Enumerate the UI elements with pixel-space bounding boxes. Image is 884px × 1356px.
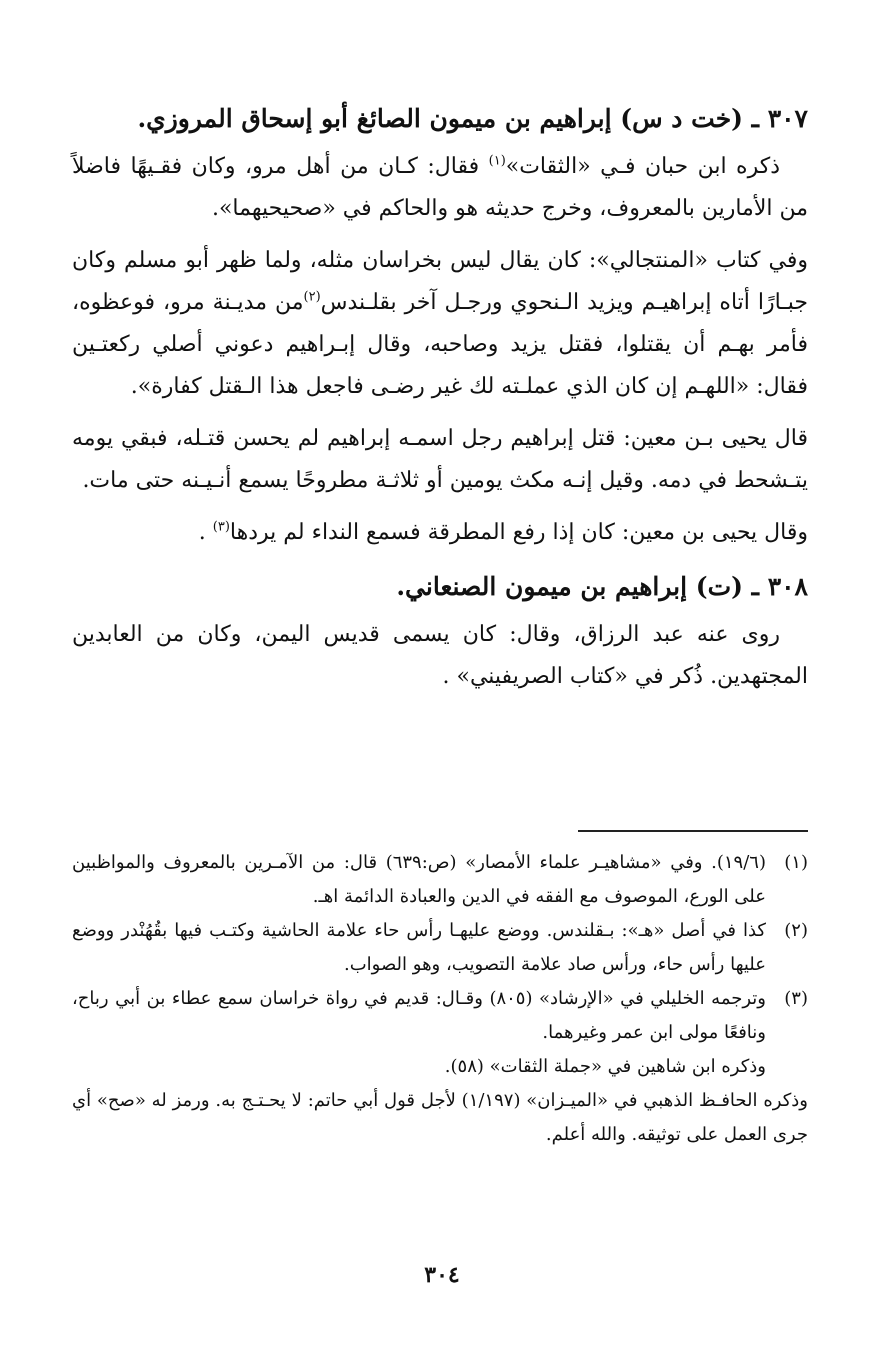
page-number: ٣٠٤ — [424, 1262, 460, 1288]
footnote-text: (١٩/٦). وفي «مشاهيـر علماء الأمصار» (ص:٦٣٩) قال: من الآمـرين بالمعروف والمواظبين على الورع، الموصوف مع الفقه في الدين والعبادة الدائمة اهـ. — [72, 852, 766, 907]
entry-307-paragraph-2 — [72, 240, 808, 408]
footnote-3-continuation-2: وذكره الحافـظ الذهبي في «الميـزان» (١/١٩٧) لأجل قول أبي حاتم: لا يحـتـج به. ورمز له «صح» أي جرى العمل على توثيقه. والله أعلم. — [72, 1090, 808, 1145]
footnotes — [72, 846, 808, 1152]
entry-307-paragraph-4 — [72, 512, 808, 554]
entry-307-p4-text-b: . — [198, 520, 213, 545]
entry-title-307: ٣٠٧ ـ (خت د س) إبراهيم بن ميمون الصائغ أبو إسحاق المروزي. — [137, 104, 808, 133]
footnote-3-continuation-1: وذكره ابن شاهين في «جملة الثقات» (٥٨). — [444, 1056, 766, 1077]
entry-307-p1-text-a: ذكره ابن حبان فـي «الثقات» — [505, 154, 780, 179]
entry-308-paragraph-1: روى عنه عبد الرزاق، وقال: كان يسمى قديس اليمن، وكان من العابدين المجتهدين. ذُكر في «كتاب الصريفيني» . — [72, 622, 808, 689]
entry-307-paragraph-1 — [72, 146, 808, 230]
footnote-text: وترجمه الخليلي في «الإرشاد» (٨٠٥) وقـال: قديم في رواة خراسان سمع عطاء بن أبي رباح، ونافعًا مولى ابن عمر وغيرهما. — [72, 988, 766, 1043]
entry-title-308: ٣٠٨ ـ (ت) إبراهيم بن ميمون الصنعاني. — [396, 572, 808, 601]
entry-307-p4-text-a: وقال يحيى بن معين: كان إذا رفع المطرقة فسمع النداء لم يردها — [229, 520, 808, 545]
entry-307-paragraph-3: قال يحيى بـن معين: قتل إبراهيم رجل اسمـه إبراهيم لم يحسن قتـله، فبقي يومه يتـشحط في دمه. وقيل إنـه مكث يومين أو ثلاثـة مطروحًا يسمع أنـيـنه حتى مات. — [72, 426, 808, 493]
footnote-2 — [72, 914, 808, 982]
footnote-number: (٣) — [784, 988, 808, 1009]
main-text — [72, 96, 808, 708]
footnote-separator — [578, 830, 808, 832]
entry-307-p1-text-b: فقال: كـان من أهل مرو، وكان فقـيهًا فاضلاً من الأمارين بالمعروف، وخرج حديثه هو والحاكم في «صحيحيهما». — [72, 154, 808, 221]
footnote-number: (٢) — [784, 920, 808, 941]
entry-307-p2-text-b: من مديـنة مرو، فوعظوه، فأمر بهـم أن يقتلوا، فقتل يزيد وصاحبه، وقال إبـراهيم دعوني أصلي ركعتـين فقال: «اللهـم إن كان الذي عملـته لك غير رضـى فاجعل هذا الـقتل كفارة». — [72, 290, 808, 399]
footnote-3 — [72, 982, 808, 1050]
footnote-ref-2[interactable]: (٢) — [303, 289, 321, 305]
footnote-ref-3[interactable]: (٣) — [212, 519, 230, 535]
footnote-number: (١) — [784, 852, 808, 873]
entry-307-p2-text-a: وفي كتاب «المنتجالي»: كان يقال ليس بخراسان مثله، ولما ظهر أبو مسلم وكان جبـارًا أتاه إبراهيـم ويزيد الـنحوي ورجـل آخر بقلـندس — [72, 248, 808, 315]
footnote-1 — [72, 846, 808, 914]
footnote-ref-1[interactable]: (١) — [488, 153, 506, 169]
footnote-text: كذا في أصل «هـ»: بـقلندس. ووضع عليهـا رأس حاء علامة الحاشية وكتـب فيها بقُهُنْدر ووضع عليها رأس حاء، ورأس صاد علامة التصويب، وهو الصواب. — [72, 920, 766, 975]
